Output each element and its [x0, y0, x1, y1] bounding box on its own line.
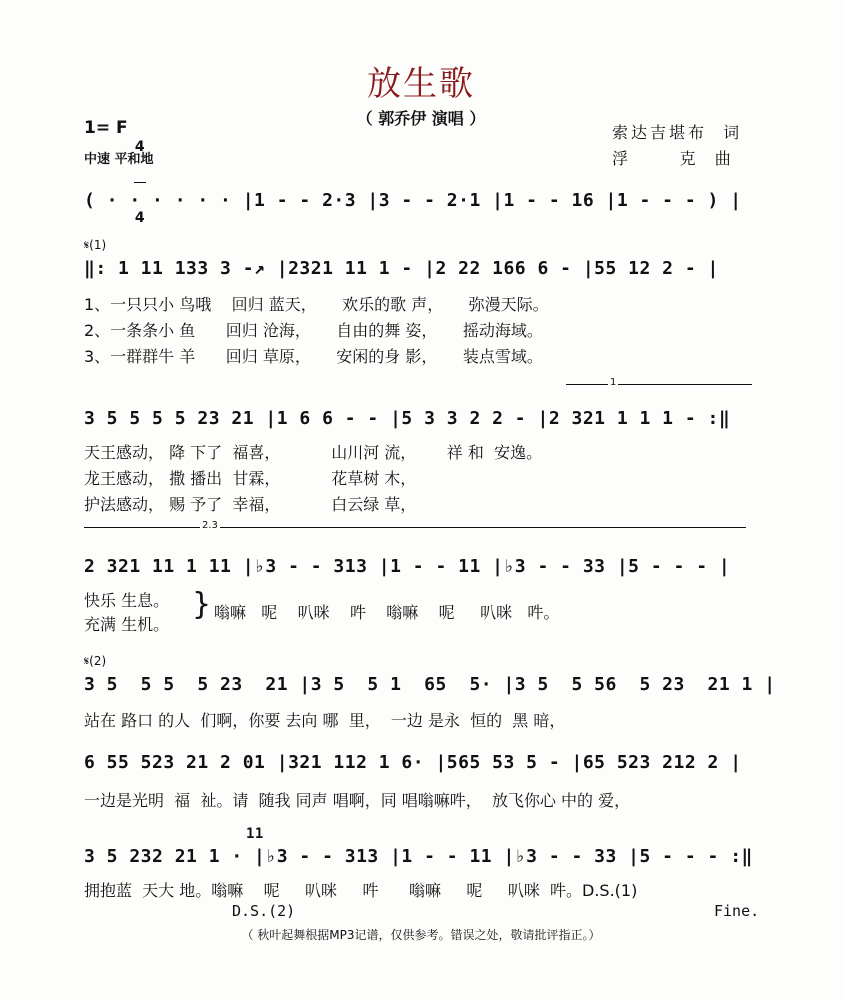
volta-1-label: 1 [610, 377, 617, 388]
line1-notes: ‖: 1 11 133 3 -↗ |2321 11 1 - |2 22 166 6 - |55 12 2 - | [84, 258, 719, 279]
verse-3-lyrics: 3、一群群牛 羊 回归 草原， 安闲的身 影， 装点雪域。 [84, 347, 543, 366]
lyricist-credit: 索达吉堪布 词 [612, 123, 743, 142]
time-top: 4 [134, 139, 145, 155]
ds2-marker: D.S.(2) [232, 902, 296, 920]
line3-verse-2: 充满 生机。 [84, 615, 170, 634]
line2-notes: 3 5 5 5 5 23 21 |1 6 6 - - |5 3 3 2 2 - |2 321 1 1 1 - :‖ [84, 408, 731, 429]
line2-verse-2: 龙王感动， 撒 播出 甘霖， 花草树 木， [84, 469, 417, 488]
line3-verse-1: 快乐 生息。 [84, 591, 170, 610]
tempo-marking: 中速 平和地 [84, 152, 154, 167]
time-signature [130, 112, 150, 253]
volta-1-bracket [566, 384, 752, 385]
segno-1: 𝄋(1) [84, 238, 107, 252]
time-bottom: 4 [134, 210, 145, 226]
key-signature: 1= F [84, 118, 128, 138]
song-title: 放生歌 [367, 64, 475, 104]
volta-23-bracket [84, 527, 746, 528]
line5-notes: 6 55 523 21 2 01 |321 112 1 6· |565 53 5 - |65 523 212 2 | [84, 752, 742, 773]
line2-verse-1: 天王感动， 降 下了 福喜， 山川河 流， 祥 和 安逸。 [84, 443, 543, 462]
verse-1-lyrics: 1、一只只小 鸟哦 回归 蓝天， 欢乐的歌 声， 弥漫天际。 [84, 295, 549, 314]
volta-23-label: 2.3 [202, 520, 218, 531]
line4-lyrics: 站在 路口 的人 们啊，你要 去向 哪 里， 一边 是永 恒的 黑 暗， [84, 711, 566, 730]
verse-2-lyrics: 2、一条条小 鱼 回归 沧海， 自由的舞 姿， 摇动海域。 [84, 321, 543, 340]
segno-2: 𝄋(2) [84, 654, 107, 668]
line6-notes: 3 5 232 21 1 · |♭3 - - 313 |1 - - 11 |♭3 - - 33 |5 - - - :‖ [84, 846, 753, 867]
line5-lyrics: 一边是光明 福 祉。请 随我 同声 唱啊，同 唱嗡嘛吽， 放飞你心 中的 爱， [84, 791, 631, 810]
intro-notes: ( · · · · · · |1 - - 2·3 |3 - - 2·1 |1 - - 16 |1 - - - ) | [84, 190, 742, 211]
line3-chorus: 嗡嘛 呢 叭咪 吽 嗡嘛 呢 叭咪 吽。 [214, 603, 560, 622]
composer-credit: 浮 克 曲 [612, 149, 734, 168]
line6-lyrics: 拥抱蓝 天大 地。嗡嘛 呢 叭咪 吽 嗡嘛 呢 叭咪 吽。D.S.(1) [84, 881, 638, 900]
lyric-brace: } [192, 587, 212, 622]
line4-notes: 3 5 5 5 5 23 21 |3 5 5 1 65 5· |3 5 5 56 5 23 21 1 | [84, 674, 776, 695]
line2-verse-3: 护法感动， 赐 予了 幸福， 白云绿 草， [84, 495, 417, 514]
line3-notes: 2 321 11 1 11 |♭3 - - 313 |1 - - 11 |♭3 - - 33 |5 - - - | [84, 556, 731, 577]
line6-upper-notes: 11 [246, 826, 264, 842]
fine-marker: Fine. [714, 902, 760, 920]
singer-credit: （ 郭乔伊 演唱 ） [356, 109, 486, 128]
footer-note: （ 秋叶起舞根据MP3记谱，仅供参考。错误之处，敬请批评指正。） [241, 928, 601, 942]
